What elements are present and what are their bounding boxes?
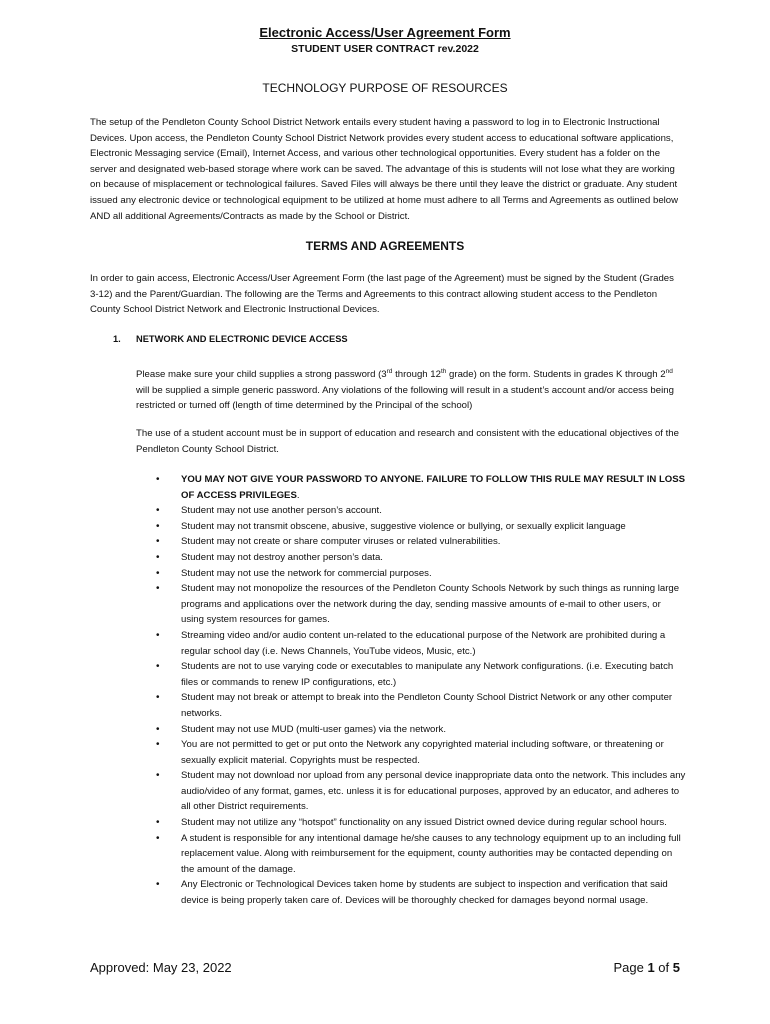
bullet-icon: •	[156, 661, 160, 673]
list-item	[156, 581, 686, 628]
list-item	[156, 831, 686, 878]
list-item	[156, 628, 686, 659]
bullet-icon: •	[156, 583, 160, 595]
list-item	[156, 690, 686, 721]
list-item	[156, 722, 686, 738]
list-item	[156, 659, 686, 690]
list-item	[156, 877, 686, 908]
ordinal-suffix: th	[440, 368, 447, 375]
rule-text: Student may not monopolize the resources of the Pendleton County Schools Network by such things as running large programs and applications over the network during the day, sending massive amounts of e-mail to other users, or using system resources for games.	[181, 583, 680, 626]
page-current: 1	[647, 960, 655, 975]
bullet-icon: •	[156, 520, 160, 532]
page-number	[560, 960, 680, 975]
support-paragraph: The use of a student account must be in support of education and research and consistent with the educational objectives of the Pendleton County School District.	[136, 428, 679, 455]
list-item	[156, 737, 686, 768]
rule-text: Student may not utilize any “hotspot” functionality on any issued District owned device during regular school hours.	[181, 817, 667, 829]
password-text-part: through 12	[392, 369, 441, 381]
bullet-icon: •	[156, 629, 160, 641]
terms-intro-paragraph: In order to gain access, Electronic Access/User Agreement Form (the last page of the Agreement) must be signed by the Student (Grades 3-12) and the Parent/Guardian. The following are the Terms and Agreements to this contract allowing student access to the Pendleton County School District Network and Electronic Instructional Devices.	[90, 273, 674, 316]
password-paragraph	[136, 364, 681, 414]
bullet-icon: •	[156, 739, 160, 751]
rule-text: Students are not to use varying code or executables to manipulate any Network configurations. (i.e. Executing batch files or commands to renew IP configurations, etc.)	[181, 661, 674, 688]
list-item	[156, 768, 686, 815]
ordinal-suffix: nd	[665, 368, 673, 375]
password-text-part: Please make sure your child supplies a strong password (3	[136, 369, 387, 381]
rule-text: Student may not destroy another person’s data.	[181, 551, 383, 563]
rule-text: Streaming video and/or audio content un-related to the educational purpose of the Network are prohibited during a regular school day (i.e. News Channels, YouTube videos, Music, etc.)	[181, 629, 666, 657]
bullet-icon: •	[156, 817, 160, 829]
password-warning: YOU MAY NOT GIVE YOUR PASSWORD TO ANYONE. FAILURE TO FOLLOW THIS RULE MAY RESULT IN LOSS OF ACCESS PRIVILEGES	[181, 474, 686, 501]
bullet-icon: •	[156, 723, 160, 735]
rule-end-punctuation: .	[296, 489, 300, 501]
terms-heading: TERMS AND AGREEMENTS	[305, 239, 465, 253]
bullet-icon: •	[156, 692, 160, 704]
rule-text: Student may not transmit obscene, abusive, suggestive violence or bullying, or sexually explicit language	[181, 520, 626, 532]
bullet-icon: •	[156, 832, 160, 844]
bullet-icon: •	[156, 474, 160, 485]
rule-text: Any Electronic or Technological Devices taken home by students are subject to inspection and verification that said device is being properly taken care of. Devices will be thoroughly checked for damages beyond normal usage.	[181, 879, 668, 907]
list-item	[156, 534, 686, 550]
rule-text: Student may not create or share computer viruses or related vulnerabilities.	[181, 536, 501, 548]
rule-text: You are not permitted to get or put onto the Network any copyrighted material including software, or threatening or sexually explicit material. Copyrights must be respected.	[181, 739, 664, 766]
page-of-label: of	[654, 960, 673, 975]
rule-text: A student is responsible for any intentional damage he/she causes to any technology equipment up to an including full replacement value. Along with reimbursement for the equipment, county authorities may be contacted depending on the amount of the damage.	[181, 832, 681, 875]
list-item	[156, 519, 686, 535]
rule-text: Student may not use the network for commercial purposes.	[181, 567, 432, 579]
rule-text: Student may not download nor upload from any personal device inappropriate data onto the network. This includes any audio/video of any format, games, etc. unless it is for educational purposes, approved by an educator, and adheres to all other District requirements.	[181, 770, 686, 813]
list-item	[156, 472, 686, 503]
rule-text: Student may not break or attempt to break into the Pendleton County School District Network or any other computer networks.	[181, 692, 673, 719]
list-item	[156, 566, 686, 582]
page-total: 5	[672, 960, 680, 975]
list-item	[156, 503, 686, 519]
bullet-icon: •	[156, 770, 160, 782]
section-number: 1.	[113, 334, 121, 344]
form-subtitle: STUDENT USER CONTRACT rev.2022	[291, 43, 479, 55]
bullet-icon: •	[156, 551, 160, 563]
purpose-paragraph: The setup of the Pendleton County School District Network entails every student having a password to log in to Electronic Instructional Devices. Upon access, the Pendleton County School District Network provides every student access to educational software applications, Electronic Messaging service (Email), Internet Access, and various other technological opportunities. Every student has a folder on the server and designated web-based storage where work can be saved. The advantage of this is students will not lose what they are working on because of misplacement or technological failures. Saved Files will always be there until they leave the district or graduate. Any student issued any electronic device or technological equipment to be utilized at home must adhere to all Terms and Agreements as outlined below AND all additional Agreements/Contracts as made by the School or District.	[90, 117, 679, 222]
bullet-icon: •	[156, 505, 160, 517]
ordinal-suffix: rd	[386, 368, 393, 375]
bullet-icon: •	[156, 567, 160, 579]
form-title: Electronic Access/User Agreement Form	[259, 25, 511, 40]
bullet-icon: •	[156, 536, 160, 548]
rules-list	[156, 472, 686, 909]
list-item	[156, 550, 686, 566]
page-label: Page	[613, 960, 648, 975]
purpose-heading: TECHNOLOGY PURPOSE OF RESOURCES	[262, 81, 508, 95]
approval-date: Approved: May 23, 2022	[90, 960, 232, 975]
rule-text: Student may not use another person’s account.	[181, 505, 382, 517]
bullet-icon: •	[156, 879, 160, 891]
section-title: NETWORK AND ELECTRONIC DEVICE ACCESS	[136, 334, 348, 344]
rule-text: Student may not use MUD (multi-user games) via the network.	[181, 723, 446, 735]
password-text-part: will be supplied a simple generic password. Any violations of the following will result in a student’s account and/or access being restricted or turned off (length of time determined by the Principal of the school)	[136, 384, 674, 412]
password-text-part: grade) on the form. Students in grades K through 2	[446, 369, 666, 381]
list-item	[156, 815, 686, 831]
